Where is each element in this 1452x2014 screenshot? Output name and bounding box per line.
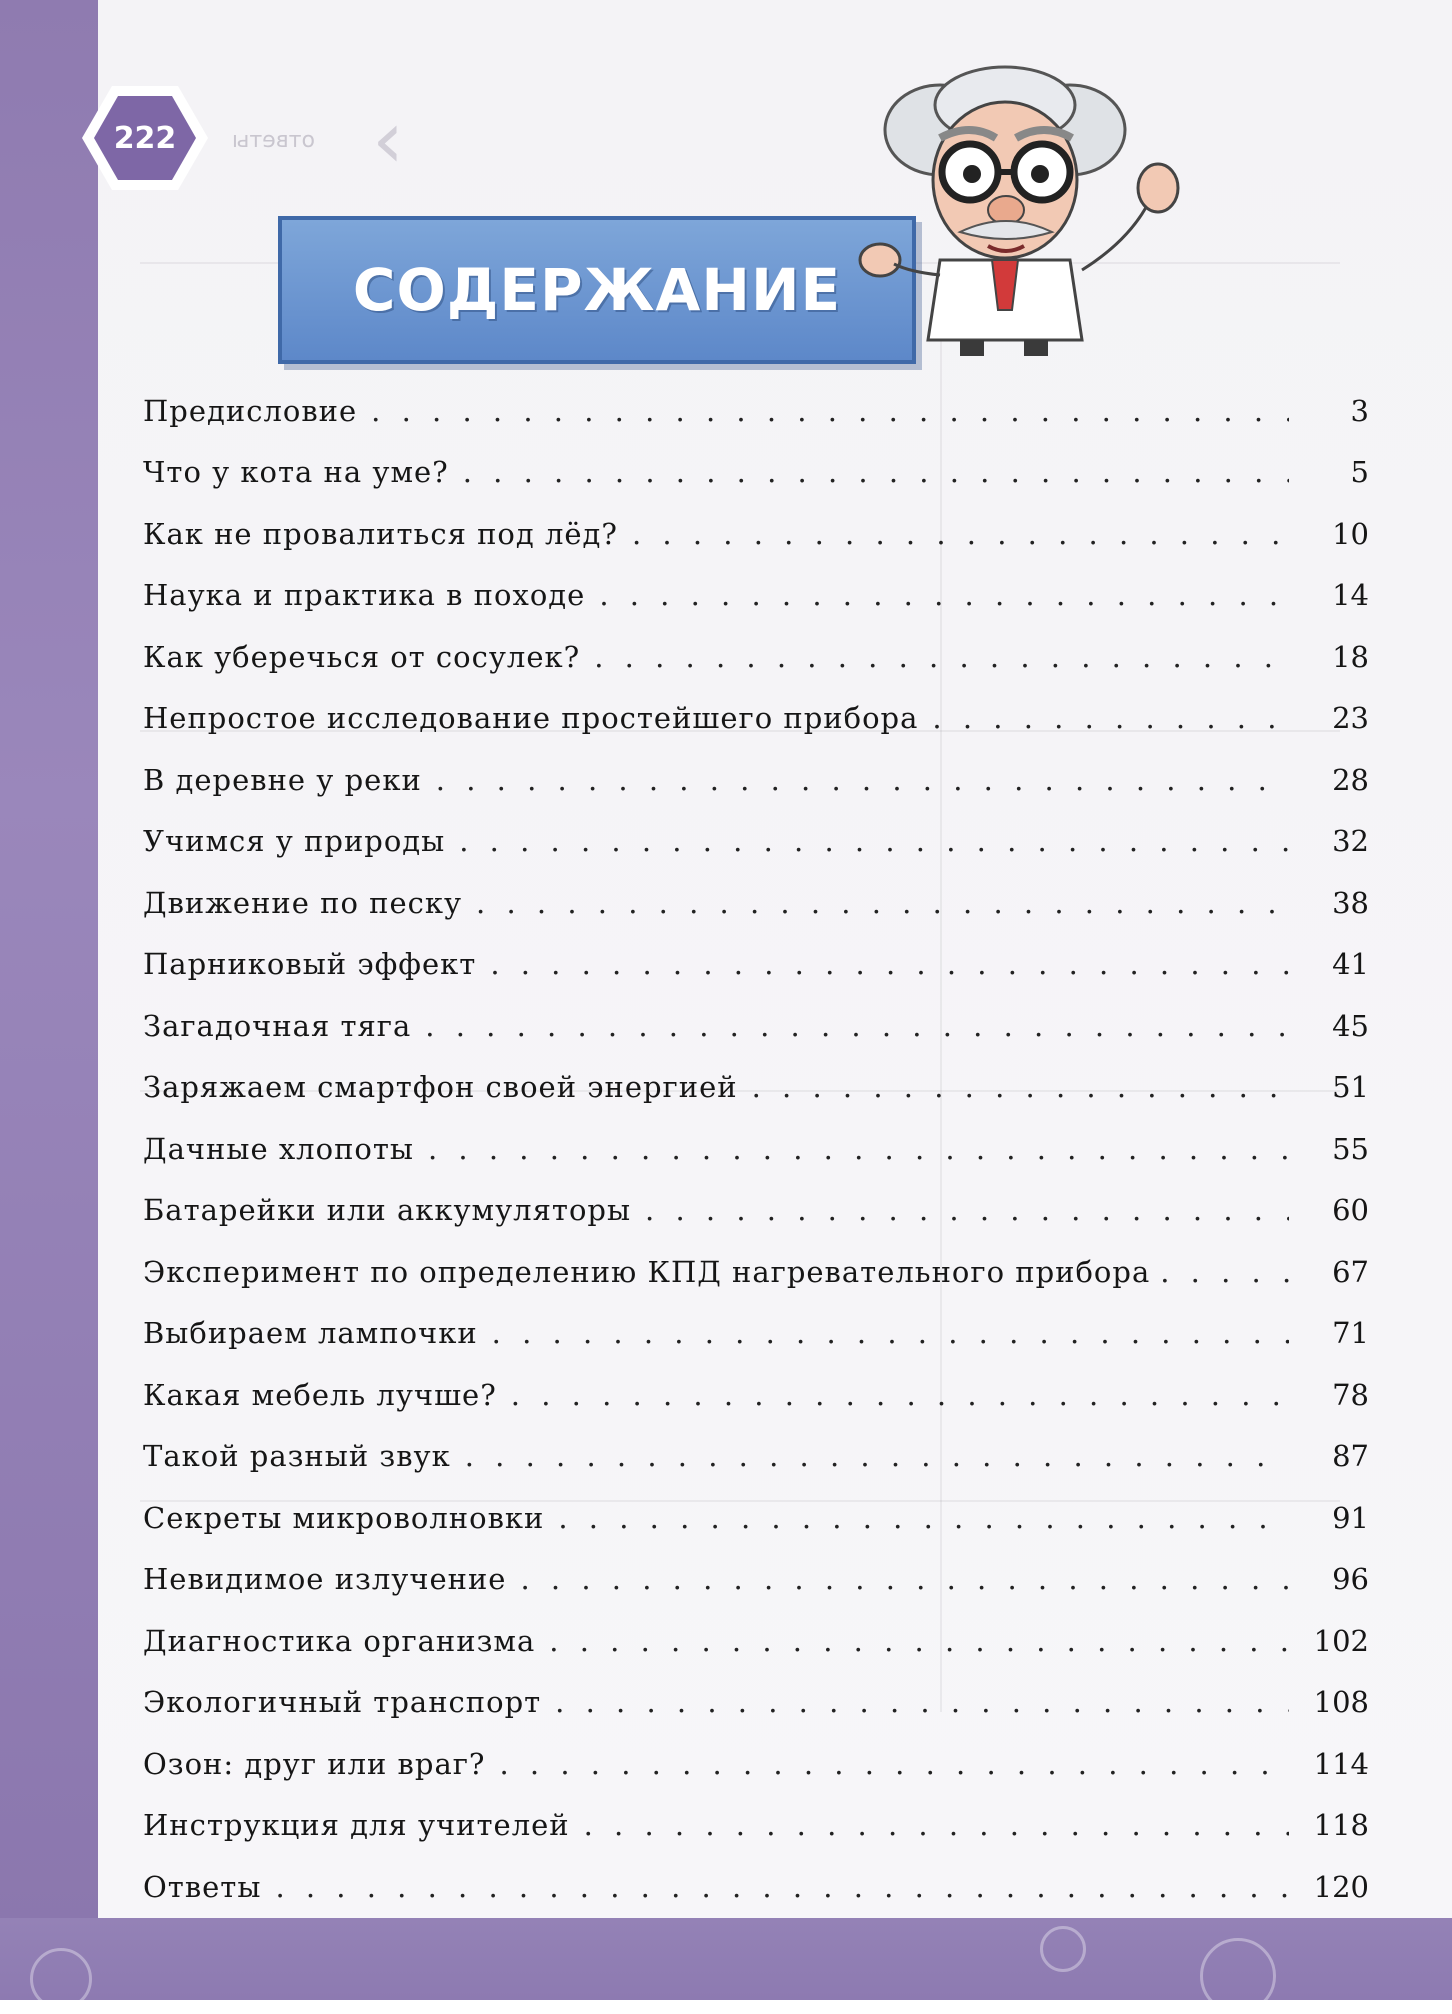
toc-entry-title: Батарейки или аккумуляторы	[143, 1193, 632, 1228]
toc-entry-title: Экологичный транспорт	[143, 1685, 542, 1720]
toc-entry-page: 55	[1332, 1131, 1369, 1166]
toc-entry[interactable]	[143, 749, 1369, 811]
toc-entry-title: Наука и практика в походе	[143, 578, 586, 613]
toc-leader-dots	[476, 886, 1289, 920]
toc-entry-page: 91	[1332, 1500, 1369, 1535]
toc-entry-page: 114	[1313, 1746, 1369, 1781]
toc-entry-title: Секреты микроволновки	[143, 1500, 545, 1535]
toc-entry[interactable]	[143, 626, 1369, 688]
toc-entry[interactable]	[143, 1610, 1369, 1672]
page-title: СОДЕРЖАНИЕ	[352, 256, 842, 324]
header-ghost-text: ответы	[232, 128, 315, 153]
toc-entry-title: Движение по песку	[143, 885, 463, 920]
toc-leader-dots	[752, 1070, 1289, 1104]
toc-leader-dots	[558, 1501, 1289, 1535]
toc-entry[interactable]	[143, 872, 1369, 934]
toc-entry-title: В деревне у реки	[143, 762, 422, 797]
toc-entry-page: 32	[1332, 824, 1369, 859]
toc-entry[interactable]	[143, 1364, 1369, 1426]
toc-entry[interactable]	[143, 1241, 1369, 1303]
toc-leader-dots	[459, 824, 1289, 858]
toc-entry-title: Учимся у природы	[143, 824, 446, 859]
toc-leader-dots	[465, 1439, 1289, 1473]
toc-entry-page: 45	[1332, 1008, 1369, 1043]
toc-entry-page: 87	[1332, 1439, 1369, 1474]
toc-leader-dots	[549, 1624, 1289, 1658]
toc-entry-title: Диагностика организма	[143, 1623, 536, 1658]
toc-leader-dots	[645, 1193, 1289, 1227]
toc-leader-dots	[584, 1808, 1289, 1842]
toc-leader-dots	[275, 1870, 1289, 1904]
toc-entry[interactable]	[143, 503, 1369, 565]
toc-entry[interactable]	[143, 1856, 1369, 1918]
doodle-circle	[30, 1948, 92, 2010]
toc-leader-dots	[425, 1009, 1289, 1043]
toc-entry[interactable]	[143, 1549, 1369, 1611]
page-number: 222	[113, 120, 177, 156]
chevron-left-icon: ‹	[372, 93, 404, 186]
toc-entry-title: Что у кота на уме?	[143, 455, 449, 490]
toc-entry-title: Заряжаем смартфон своей энергией	[143, 1070, 738, 1105]
toc-entry-page: 3	[1350, 393, 1369, 428]
toc-entry[interactable]	[143, 1303, 1369, 1365]
toc-leader-dots	[599, 578, 1289, 612]
toc-entry[interactable]	[143, 1180, 1369, 1242]
toc-entry-page: 41	[1332, 947, 1369, 982]
toc-leader-dots	[555, 1685, 1289, 1719]
toc-entry-page: 118	[1313, 1808, 1369, 1843]
toc-entry-title: Загадочная тяга	[143, 1008, 412, 1043]
toc-entry-page: 5	[1350, 455, 1369, 490]
toc-entry-title: Как уберечься от сосулек?	[143, 639, 581, 674]
toc-entry-title: Дачные хлопоты	[143, 1131, 414, 1166]
toc-entry-page: 23	[1332, 701, 1369, 736]
toc-leader-dots	[492, 1316, 1289, 1350]
purple-frame-left	[0, 0, 98, 2000]
toc-entry[interactable]	[143, 811, 1369, 873]
toc-entry-title: Как не провалиться под лёд?	[143, 516, 618, 551]
toc-entry-title: Невидимое излучение	[143, 1562, 507, 1597]
page-number-badge	[80, 82, 210, 194]
toc-entry-title: Выбираем лампочки	[143, 1316, 478, 1351]
toc-entry[interactable]	[143, 1118, 1369, 1180]
toc-entry-title: Озон: друг или враг?	[143, 1746, 486, 1781]
toc-entry[interactable]	[143, 1733, 1369, 1795]
scientist-mascot-icon	[820, 60, 1240, 360]
toc-entry-title: Какая мебель лучше?	[143, 1377, 497, 1412]
toc-entry-page: 120	[1313, 1869, 1369, 1904]
toc-entry[interactable]	[143, 1672, 1369, 1734]
toc-entry[interactable]	[143, 1426, 1369, 1488]
toc-entry-page: 78	[1332, 1377, 1369, 1412]
toc-entry[interactable]	[143, 565, 1369, 627]
doodle-circle	[1040, 1926, 1086, 1972]
toc-entry-title: Ответы	[143, 1869, 262, 1904]
toc-entry[interactable]	[143, 442, 1369, 504]
toc-entry[interactable]	[143, 380, 1369, 442]
toc-leader-dots	[436, 763, 1289, 797]
toc-entry[interactable]	[143, 1487, 1369, 1549]
toc-entry-title: Непростое исследование простейшего прибора	[143, 701, 919, 736]
toc-entry-page: 10	[1332, 516, 1369, 551]
toc-entry[interactable]	[143, 995, 1369, 1057]
toc-leader-dots	[632, 517, 1289, 551]
toc-entry-page: 51	[1332, 1070, 1369, 1105]
toc-entry-page: 60	[1332, 1193, 1369, 1228]
purple-frame-bottom	[0, 1918, 1452, 2000]
toc-entry-page: 18	[1332, 639, 1369, 674]
toc-entry-page: 67	[1332, 1254, 1369, 1289]
table-of-contents	[143, 380, 1369, 1918]
toc-leader-dots	[932, 701, 1289, 735]
toc-leader-dots	[499, 1747, 1289, 1781]
toc-entry-page: 102	[1313, 1623, 1369, 1658]
toc-leader-dots	[1160, 1255, 1293, 1289]
toc-entry-page: 108	[1313, 1685, 1369, 1720]
toc-leader-dots	[490, 947, 1289, 981]
toc-entry[interactable]	[143, 1795, 1369, 1857]
toc-leader-dots	[371, 394, 1289, 428]
toc-entry-page: 38	[1332, 885, 1369, 920]
toc-leader-dots	[511, 1378, 1289, 1412]
toc-leader-dots	[428, 1132, 1289, 1166]
toc-entry[interactable]	[143, 934, 1369, 996]
toc-entry[interactable]	[143, 688, 1369, 750]
toc-entry-page: 96	[1332, 1562, 1369, 1597]
toc-entry-title: Предисловие	[143, 393, 358, 428]
toc-entry[interactable]	[143, 1057, 1369, 1119]
toc-entry-page: 28	[1332, 762, 1369, 797]
toc-entry-title: Инструкция для учителей	[143, 1808, 570, 1843]
toc-entry-page: 71	[1332, 1316, 1369, 1351]
doodle-circle	[1200, 1938, 1276, 2014]
toc-leader-dots	[463, 455, 1289, 489]
toc-entry-title: Такой разный звук	[143, 1439, 451, 1474]
toc-entry-page: 14	[1332, 578, 1369, 613]
toc-leader-dots	[520, 1562, 1289, 1596]
toc-entry-title: Парниковый эффект	[143, 947, 477, 982]
toc-leader-dots	[594, 640, 1289, 674]
toc-entry-title: Эксперимент по определению КПД нагревательного прибора	[143, 1254, 1151, 1289]
